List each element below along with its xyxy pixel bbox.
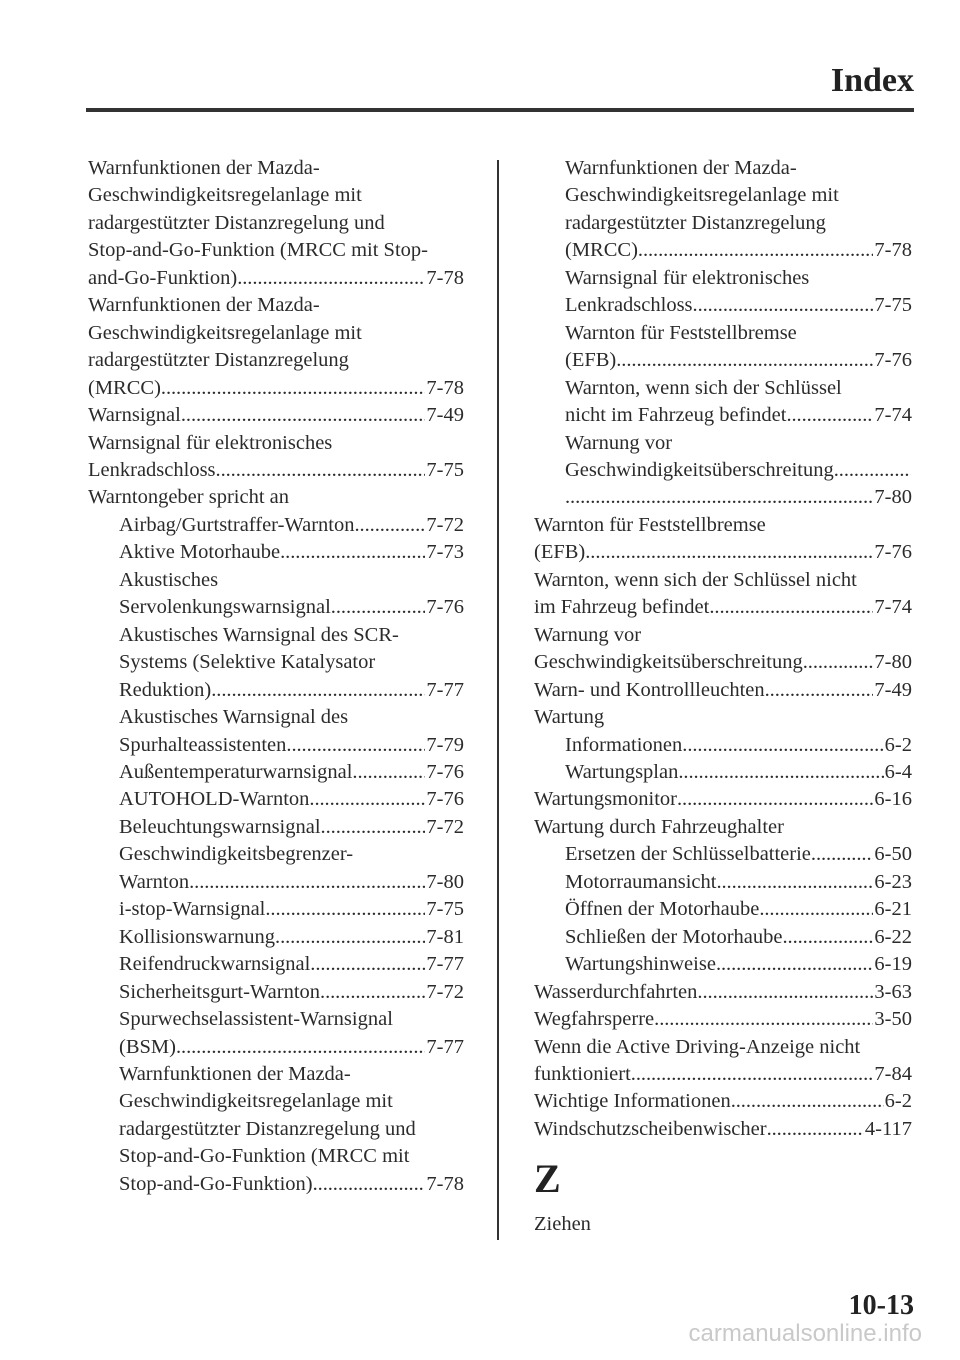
index-entry	[534, 375, 912, 402]
index-entry	[88, 375, 464, 402]
dot-leader	[161, 375, 426, 402]
index-entry	[88, 869, 464, 896]
index-entry	[88, 759, 464, 786]
index-entry	[534, 457, 912, 484]
entry-text: Wartungsmonitor	[534, 788, 677, 811]
entry-text: Lenkradschloss	[88, 458, 216, 481]
index-entries-w	[534, 155, 912, 1143]
index-entry	[88, 457, 464, 484]
dot-leader	[782, 924, 873, 951]
index-entry	[534, 430, 912, 457]
index-entry	[534, 924, 912, 951]
index-entry	[88, 512, 464, 539]
page-reference: 7-77	[426, 678, 464, 701]
entry-text: Geschwindigkeitsüberschreitung	[534, 651, 803, 674]
index-entry	[534, 622, 912, 649]
index-entry	[88, 237, 464, 264]
dot-leader	[709, 594, 873, 621]
entry-text: Stop-and-Go-Funktion (MRCC mit	[119, 1145, 410, 1168]
page-reference: 7-78	[874, 239, 912, 262]
dot-leader	[320, 979, 425, 1006]
page-reference: 7-74	[874, 404, 912, 427]
index-entry	[534, 786, 912, 813]
entry-text: AUTOHOLD-Warnton	[119, 788, 310, 811]
page-reference: 7-78	[426, 376, 464, 399]
entry-text: Warnton	[119, 870, 190, 893]
entry-text: Lenkradschloss	[565, 294, 693, 317]
entry-text: Warnung vor	[565, 431, 673, 454]
page-reference: 7-78	[426, 1172, 464, 1195]
entry-text: (BSM)	[119, 1035, 176, 1058]
entry-text: Geschwindigkeitsüberschreitung	[565, 458, 834, 481]
entry-text: Wegfahrsperre	[534, 1008, 655, 1031]
dot-leader	[176, 1034, 425, 1061]
page-reference: 7-76	[874, 541, 912, 564]
page-reference: 7-76	[426, 788, 464, 811]
page-reference: 7-73	[426, 541, 464, 564]
entry-text: Windschutzscheibenwischer	[534, 1117, 767, 1140]
page-reference: 7-77	[426, 953, 464, 976]
dot-leader	[265, 896, 425, 923]
index-entry	[88, 347, 464, 374]
index-entry	[534, 594, 912, 621]
index-entry	[534, 265, 912, 292]
index-entry	[534, 1116, 912, 1143]
dot-leader	[678, 759, 883, 786]
entry-text: (EFB)	[565, 349, 617, 372]
page-reference: 7-74	[874, 596, 912, 619]
index-entry	[534, 1034, 912, 1061]
dot-leader	[565, 484, 873, 511]
dot-leader	[321, 814, 426, 841]
dot-leader	[731, 1088, 884, 1115]
dot-leader	[286, 732, 425, 759]
dot-leader	[352, 759, 425, 786]
index-entry	[88, 649, 464, 676]
index-entry	[88, 210, 464, 237]
page-reference: 7-84	[874, 1062, 912, 1085]
dot-leader	[716, 951, 873, 978]
entry-text: Warnton, wenn sich der Schlüssel	[565, 376, 842, 399]
page-reference: 6-2	[884, 733, 912, 756]
page-reference: 7-75	[426, 898, 464, 921]
entry-text: (MRCC)	[565, 239, 638, 262]
index-column-left	[88, 155, 464, 1198]
index-entry	[534, 182, 912, 209]
entry-text: Spurwechselassistent-Warnsignal	[119, 1008, 393, 1031]
index-entry	[534, 484, 912, 511]
entry-text: Servolenkungswarnsignal	[119, 596, 331, 619]
dot-leader	[786, 402, 873, 429]
index-entry	[88, 1116, 464, 1143]
index-entry	[88, 292, 464, 319]
page-number: 10-13	[848, 1290, 914, 1321]
index-entry	[534, 1211, 912, 1238]
entry-text: radargestützter Distanzregelung und	[119, 1117, 416, 1140]
dot-leader	[638, 237, 874, 264]
index-entry	[88, 677, 464, 704]
page-reference: 7-81	[426, 925, 464, 948]
page-reference: 4-117	[864, 1117, 912, 1140]
entry-text: Ersetzen der Schlüsselbatterie	[565, 843, 811, 866]
index-entry	[534, 320, 912, 347]
index-entry	[534, 155, 912, 182]
entry-text: Airbag/Gurtstraffer-Warnton	[119, 513, 355, 536]
entry-text: Außentemperaturwarnsignal	[119, 760, 353, 783]
entry-text: Beleuchtungswarnsignal	[119, 815, 321, 838]
page-title: Index	[830, 62, 914, 99]
entry-text: Motorraumansicht	[565, 870, 717, 893]
header-rule	[86, 108, 914, 112]
dot-leader	[331, 594, 426, 621]
section-letter: Z	[534, 1156, 561, 1202]
dot-leader	[585, 539, 873, 566]
index-entries-z	[534, 1211, 912, 1238]
entry-text: Warnton für Feststellbremse	[534, 513, 766, 536]
page-reference: 6-22	[874, 925, 912, 948]
entry-text: funktioniert	[534, 1062, 631, 1085]
dot-leader	[682, 732, 883, 759]
index-column-right	[534, 155, 912, 1239]
footer-watermark: carmanualsonline.info	[688, 1320, 922, 1347]
index-entry	[88, 1061, 464, 1088]
entry-text: Schließen der Motorhaube	[565, 925, 783, 948]
page-reference: 6-19	[874, 953, 912, 976]
dot-leader	[631, 1061, 874, 1088]
entry-text: Wartungsplan	[565, 760, 679, 783]
entry-text: Geschwindigkeitsregelanlage mit	[119, 1090, 393, 1113]
index-entry	[534, 237, 912, 264]
entry-text: Öffnen der Motorhaube	[565, 898, 760, 921]
entry-text: im Fahrzeug befindet	[534, 596, 710, 619]
entry-text: Geschwindigkeitsregelanlage mit	[88, 321, 362, 344]
page-reference: 7-76	[426, 596, 464, 619]
index-entry	[88, 182, 464, 209]
entry-text: Stop-and-Go-Funktion)	[119, 1172, 313, 1195]
column-divider	[497, 160, 499, 1240]
entry-text: Geschwindigkeitsregelanlage mit	[88, 184, 362, 207]
entry-text: Warnfunktionen der Mazda-	[88, 294, 320, 317]
entry-text: Warntongeber spricht an	[88, 486, 289, 509]
index-entry	[88, 704, 464, 731]
index-entry	[88, 430, 464, 457]
page-reference: 7-49	[874, 678, 912, 701]
index-entry	[88, 594, 464, 621]
page-reference: 7-75	[874, 294, 912, 317]
index-entry	[534, 1088, 912, 1115]
dot-leader	[216, 457, 426, 484]
entry-text: Kollisionswarnung	[119, 925, 276, 948]
entry-text: Reifendruckwarnsignal	[119, 953, 311, 976]
index-entry	[88, 1171, 464, 1198]
index-entry	[88, 484, 464, 511]
dot-leader	[716, 869, 873, 896]
page-reference: 7-76	[874, 349, 912, 372]
entry-text: (EFB)	[534, 541, 586, 564]
dot-leader	[616, 347, 873, 374]
index-entry	[534, 539, 912, 566]
entry-text: Wartung durch Fahrzeughalter	[534, 815, 784, 838]
dot-leader	[275, 924, 425, 951]
dot-leader	[693, 292, 874, 319]
index-entry	[88, 567, 464, 594]
entry-text: Reduktion)	[119, 678, 212, 701]
page-reference: 6-2	[884, 1090, 912, 1113]
index-entry	[534, 759, 912, 786]
entry-text: Ziehen	[534, 1213, 591, 1236]
dot-leader	[759, 896, 873, 923]
index-entry	[534, 704, 912, 731]
page-reference: 7-72	[426, 980, 464, 1003]
index-entry	[88, 1143, 464, 1170]
entry-text: Informationen	[565, 733, 683, 756]
entry-text: Geschwindigkeitsbegrenzer-	[119, 843, 354, 866]
entry-text: Warnfunktionen der Mazda-	[88, 157, 320, 179]
entry-text: Warnsignal für elektronisches	[565, 266, 810, 289]
page-reference: 7-79	[426, 733, 464, 756]
index-entry	[534, 512, 912, 539]
index-entry	[88, 402, 464, 429]
dot-leader	[803, 649, 874, 676]
page-reference: 7-49	[426, 404, 464, 427]
entry-text: Spurhalteassistenten	[119, 733, 287, 756]
entry-text: Warnsignal	[88, 404, 181, 427]
index-entry	[88, 1006, 464, 1033]
page-reference: 3-63	[874, 980, 912, 1003]
index-entry	[88, 539, 464, 566]
index-entry	[534, 814, 912, 841]
index-entry	[534, 1006, 912, 1033]
index-entry	[534, 979, 912, 1006]
entry-text: and-Go-Funktion)	[88, 266, 238, 289]
entry-text: Geschwindigkeitsregelanlage mit	[565, 184, 839, 207]
entry-text: Warnsignal für elektronisches	[88, 431, 333, 454]
index-entry	[534, 677, 912, 704]
entry-text: nicht im Fahrzeug befindet	[565, 404, 787, 427]
page-reference: 3-50	[874, 1008, 912, 1031]
page-reference: 7-80	[426, 870, 464, 893]
dot-leader	[237, 265, 425, 292]
index-entry	[534, 292, 912, 319]
entry-text: Aktive Motorhaube	[119, 541, 281, 564]
dot-leader	[677, 786, 873, 813]
entry-text: Sicherheitsgurt-Warnton	[119, 980, 321, 1003]
index-entry	[88, 622, 464, 649]
entry-text: Warnung vor	[534, 623, 642, 646]
index-entry	[534, 732, 912, 759]
dot-leader	[811, 841, 874, 868]
index-entry	[534, 649, 912, 676]
dot-leader	[181, 402, 426, 429]
index-entry	[88, 155, 464, 182]
index-entry	[534, 951, 912, 978]
index-entry	[534, 210, 912, 237]
dot-leader	[697, 979, 873, 1006]
entry-text: Warnton, wenn sich der Schlüssel nicht	[534, 568, 857, 591]
entry-text: Akustisches Warnsignal des SCR-	[119, 623, 399, 646]
dot-leader	[765, 677, 874, 704]
dot-leader	[834, 457, 911, 484]
page-reference: 7-77	[426, 1035, 464, 1058]
index-entry	[534, 869, 912, 896]
index-entry	[88, 814, 464, 841]
index-entry	[88, 951, 464, 978]
index-entry	[534, 841, 912, 868]
entry-text: Warnton für Feststellbremse	[565, 321, 797, 344]
entry-text: Wartungshinweise	[565, 953, 716, 976]
index-entry	[534, 567, 912, 594]
index-entry	[88, 320, 464, 347]
index-entry	[88, 979, 464, 1006]
page-reference: 7-72	[426, 815, 464, 838]
entry-text: Wasserdurchfahrten	[534, 980, 698, 1003]
dot-leader	[280, 539, 425, 566]
entry-text: Stop-and-Go-Funktion (MRCC mit Stop-	[88, 239, 428, 262]
page-reference: 6-21	[874, 898, 912, 921]
entry-text: Wenn die Active Driving-Anzeige nicht	[534, 1035, 861, 1058]
index-entry	[88, 786, 464, 813]
page-reference: 6-50	[874, 843, 912, 866]
index-entry	[534, 347, 912, 374]
entry-text: Wartung	[534, 706, 605, 729]
page-reference: 7-76	[426, 760, 464, 783]
entry-text: Wichtige Informationen	[534, 1090, 731, 1113]
page-reference: 7-72	[426, 513, 464, 536]
index-entry	[534, 896, 912, 923]
index-entry	[88, 841, 464, 868]
index-entry	[88, 896, 464, 923]
index-entry	[88, 1088, 464, 1115]
entry-text: Warnfunktionen der Mazda-	[565, 157, 797, 179]
dot-leader	[309, 786, 425, 813]
entry-text: Akustisches Warnsignal des	[119, 706, 349, 729]
entry-text: radargestützter Distanzregelung	[565, 211, 826, 234]
entry-text: Warn- und Kontrollleuchten	[534, 678, 765, 701]
page-reference: 6-23	[874, 870, 912, 893]
index-entry	[88, 924, 464, 951]
entry-text: i-stop-Warnsignal	[119, 898, 266, 921]
entry-text: Akustisches	[119, 568, 219, 591]
dot-leader	[313, 1171, 426, 1198]
entry-text: radargestützter Distanzregelung	[88, 349, 349, 372]
index-entry	[534, 402, 912, 429]
index-entry	[88, 265, 464, 292]
dot-leader	[310, 951, 425, 978]
index-entry	[88, 732, 464, 759]
page-reference: 7-80	[874, 651, 912, 674]
page-reference: 7-75	[426, 458, 464, 481]
dot-leader	[654, 1006, 873, 1033]
dot-leader	[355, 512, 426, 539]
page-reference: 6-16	[874, 788, 912, 811]
page-reference: 6-4	[884, 760, 912, 783]
entry-text: Systems (Selektive Katalysator	[119, 651, 376, 674]
entry-text: (MRCC)	[88, 376, 161, 399]
dot-leader	[211, 677, 425, 704]
entry-text: radargestützter Distanzregelung und	[88, 211, 385, 234]
index-entry	[88, 1034, 464, 1061]
page-reference: 7-80	[874, 486, 912, 509]
dot-leader	[189, 869, 425, 896]
dot-leader	[767, 1116, 864, 1143]
index-entry	[534, 1061, 912, 1088]
entry-text: Warnfunktionen der Mazda-	[119, 1062, 351, 1085]
page-reference: 7-78	[426, 266, 464, 289]
